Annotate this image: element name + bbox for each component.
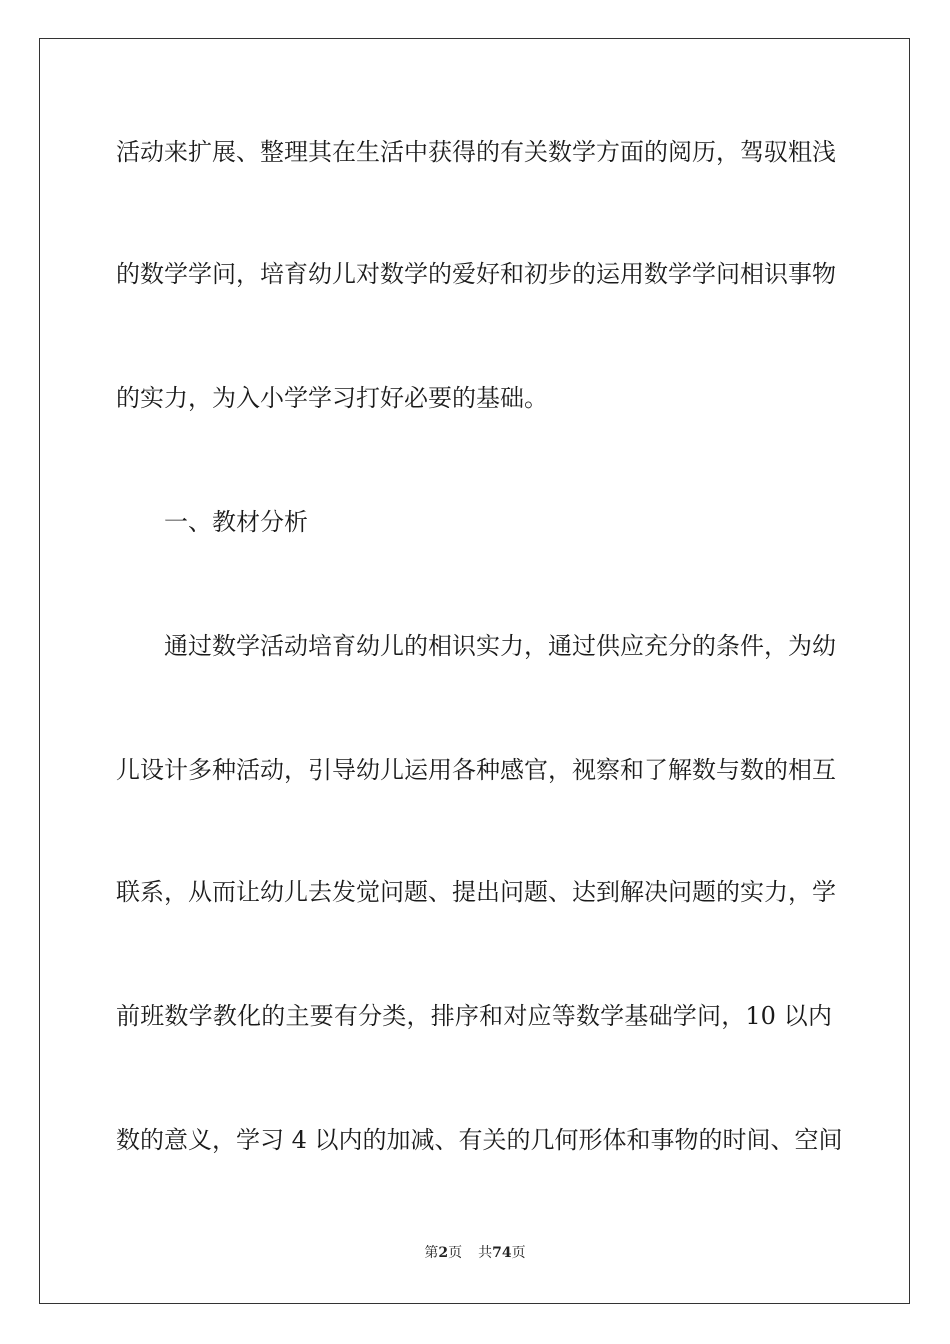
paragraph-2-line-1: 通过数学活动培育幼儿的相识实力，通过供应充分的条件，为幼 — [164, 632, 836, 660]
page-footer — [0, 1243, 950, 1263]
paragraph-1-line-2: 的数学学问，培育幼儿对数学的爱好和初步的运用数学学问相识事物 — [116, 260, 836, 288]
paragraph-2-line-3: 联系，从而让幼儿去发觉问题、提出问题、达到解决问题的实力，学 — [116, 878, 836, 906]
total-suffix: 页 — [511, 1245, 526, 1261]
paragraph-2-line-5: 数的意义，学习 4 以内的加减、有关的几何形体和事物的时间、空间 — [116, 1126, 843, 1154]
page-suffix: 页 — [448, 1245, 463, 1261]
paragraph-2-line-4: 前班数学教化的主要有分类，排序和对应等数学基础学问，10 以内 — [116, 1002, 832, 1030]
paragraph-1-line-3: 的实力，为入小学学习打好必要的基础。 — [116, 384, 548, 412]
page-number: 2 — [438, 1245, 449, 1261]
total-pages: 74 — [492, 1245, 512, 1261]
page-border — [39, 38, 910, 1304]
paragraph-1-line-1: 活动来扩展、整理其在生活中获得的有关数学方面的阅历，驾驭粗浅 — [116, 138, 836, 166]
total-prefix: 共 — [478, 1245, 493, 1261]
section-heading: 一、教材分析 — [164, 508, 308, 536]
page-prefix: 第 — [424, 1245, 439, 1261]
paragraph-2-line-2: 儿设计多种活动，引导幼儿运用各种感官，视察和了解数与数的相互 — [116, 756, 836, 784]
